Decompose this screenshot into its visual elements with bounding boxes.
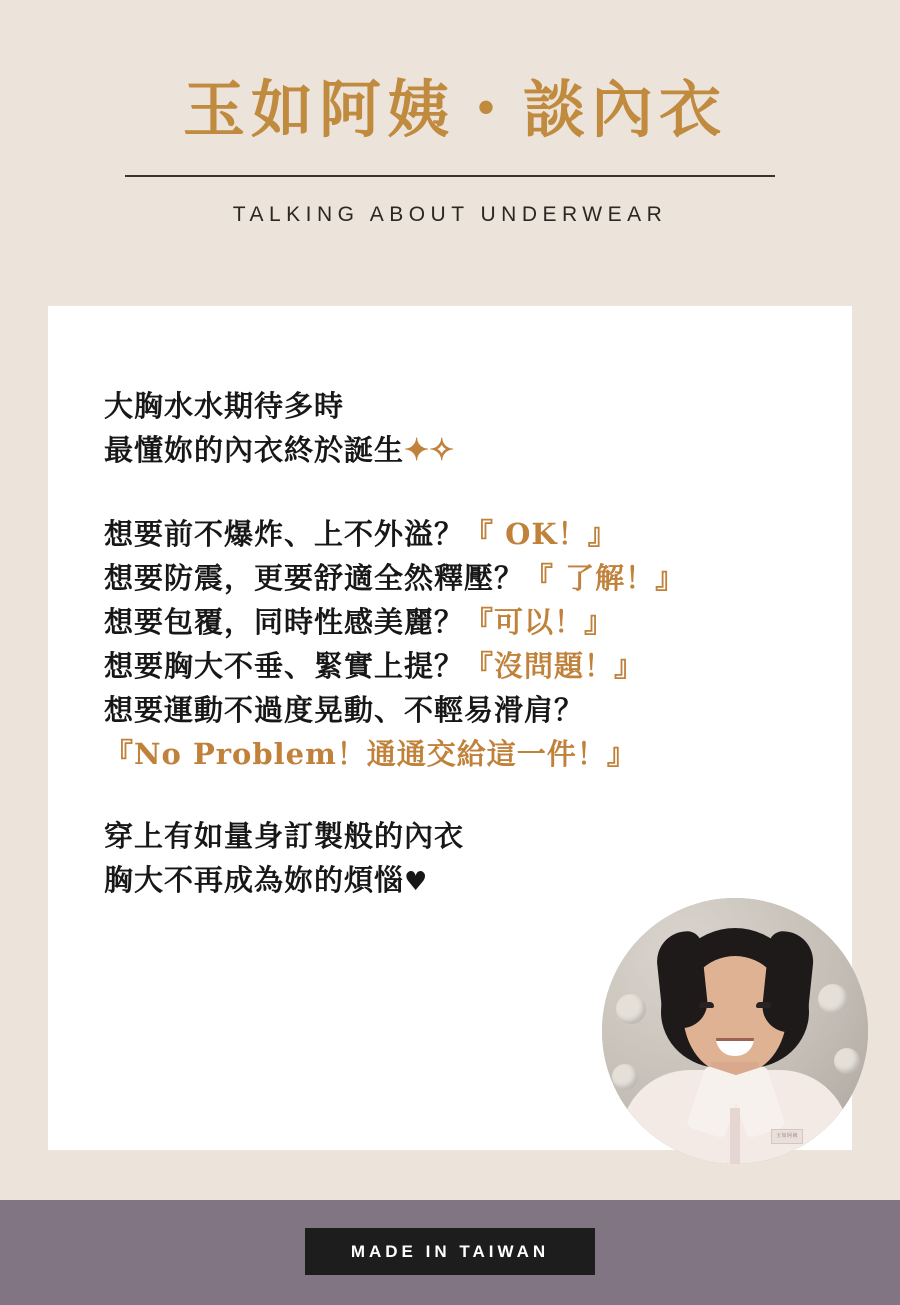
qa-paragraph (104, 512, 852, 776)
wall-dot-icon (834, 1048, 860, 1074)
poster-header (0, 0, 900, 227)
content-card-body (48, 306, 852, 903)
page-subtitle: TALKING ABOUT UNDERWEAR (232, 203, 668, 227)
intro-line-2-text: 最懂妳的內衣終於誕生 (104, 433, 405, 468)
qa-line (104, 556, 852, 600)
intro-paragraph (104, 384, 852, 474)
qa-line (104, 600, 852, 644)
wall-dot-icon (616, 994, 646, 1024)
closing-paragraph (104, 814, 852, 903)
poster-footer (0, 1200, 900, 1305)
sparkle-icon: ✦✧ (404, 433, 455, 469)
qa-line (104, 644, 852, 688)
qa-question: 想要胸大不垂、緊實上提？ (104, 648, 465, 683)
qa-line (104, 512, 852, 556)
qa-question: 想要前不爆炸、上不外溢？ (104, 516, 465, 551)
page-title: 玉如阿姨・談內衣 (182, 73, 727, 146)
content-card (48, 306, 852, 1150)
heart-icon: ♥ (404, 867, 429, 898)
title-divider (125, 175, 775, 177)
qa-question: 想要運動不過度晃動、不輕易滑肩？ (104, 692, 585, 727)
avatar-eye-right (756, 1002, 771, 1008)
closing-line-2-text: 胸大不再成為妳的煩惱 (104, 863, 405, 898)
wall-dot-icon (818, 984, 848, 1014)
qa-question: 想要包覆，同時性感美麗？ (104, 604, 465, 639)
avatar (602, 898, 868, 1164)
final-answer: 『No Problem！通通交給這一件！』 (104, 737, 637, 772)
intro-line-2 (104, 428, 852, 474)
avatar-hair-left (654, 930, 710, 1030)
closing-line-1: 穿上有如量身訂製般的內衣 (104, 819, 465, 854)
closing-line-2 (104, 858, 852, 903)
avatar-placket (730, 1108, 740, 1164)
avatar-name-badge: 玉如阿姨 (771, 1129, 803, 1144)
avatar-eye-left (699, 1002, 714, 1008)
qa-answer: 『 OK！』 (464, 516, 618, 551)
qa-question: 想要防震，更要舒適全然釋壓？ (104, 560, 525, 595)
qa-line (104, 688, 852, 732)
wall-dot-icon (612, 1064, 638, 1090)
qa-answer: 『可以！』 (464, 604, 615, 639)
qa-answer: 『沒問題！』 (464, 648, 645, 683)
qa-answer: 『 了解！』 (524, 560, 686, 595)
intro-line-1: 大胸水水期待多時 (104, 389, 345, 423)
made-in-taiwan-badge: MADE IN TAIWAN (305, 1228, 595, 1275)
